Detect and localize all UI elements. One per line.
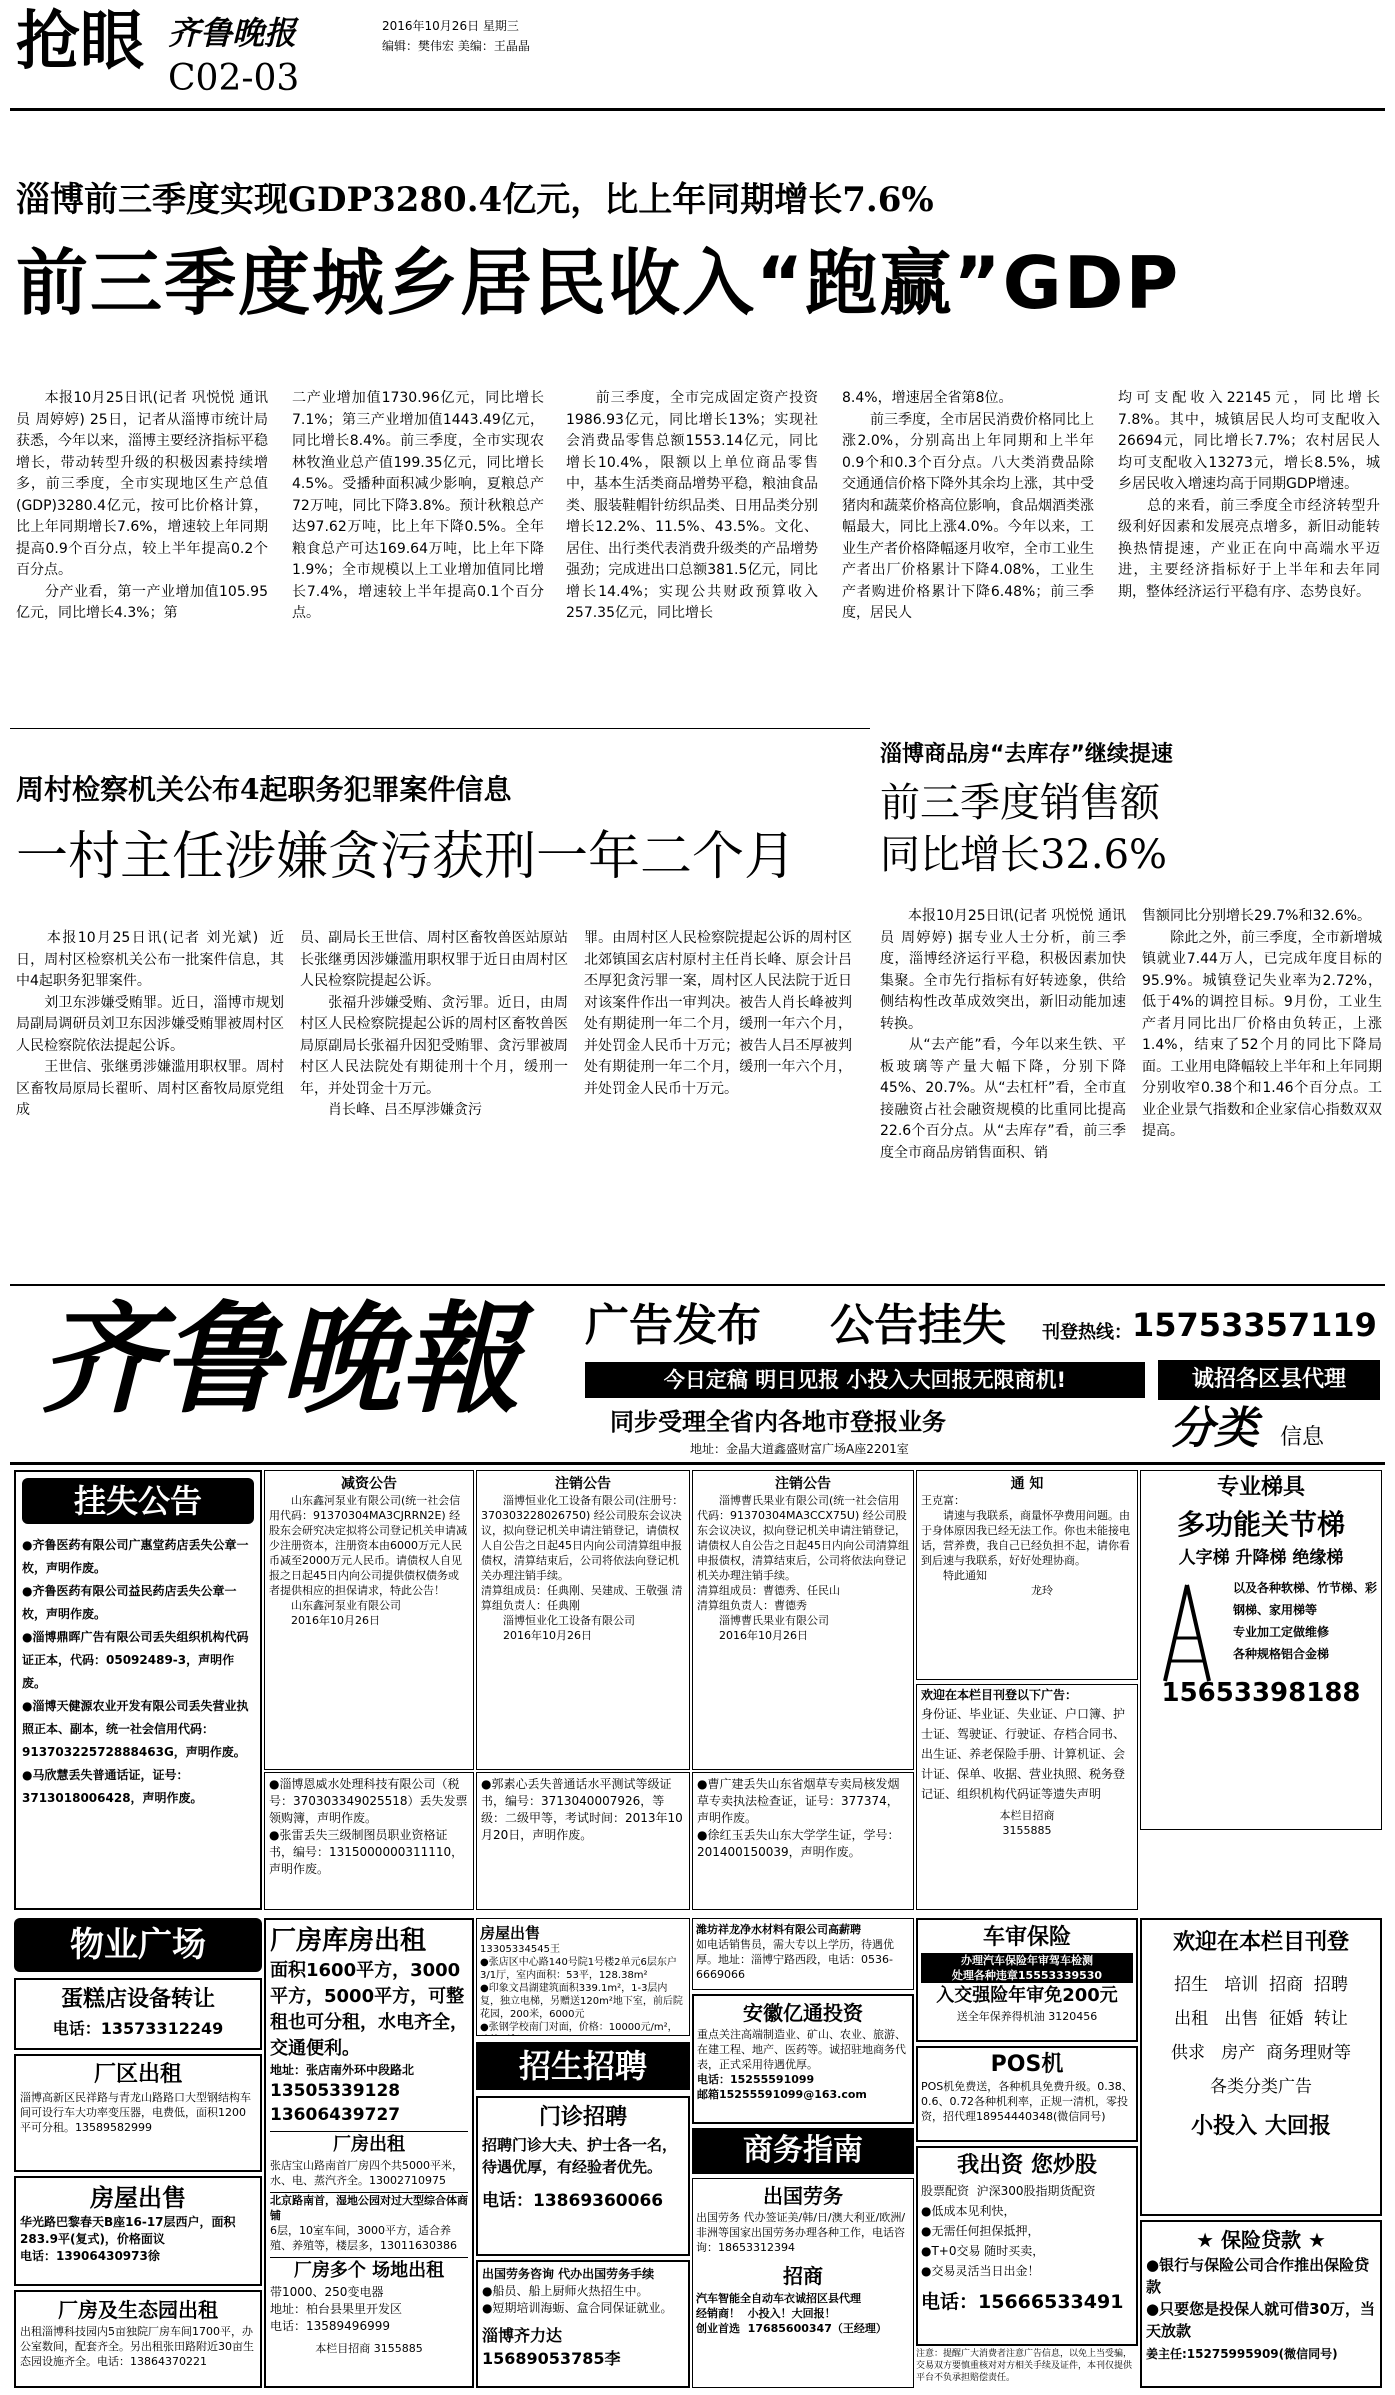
story3-col1: 本报10月25日讯(记者 巩悦悦 通讯员 周婷婷) 据专业人士分析，前三季度，淄博经济运行平稳，积极因素加快集聚。全市先行指标有好转迹象，供给侧结构性改革成效突出，新旧动能加速转换。 从“去产能”看，今年以来生铁、平板玻璃等产量大幅下降，分别下降45%、20.7%。从“去杠杆”看，全市直接融资占社会融资规模的比重同比提高22.6个百分点。从“去库存”看，前三季度全市商品房销售面积、销	[880, 908, 1126, 1161]
story1-col5: 均可支配收入22145元，同比增长7.8%。其中，城镇居民人均可支配收入26694元，同比增长7.7%；农村居民人均可支配收入13273元，增长8.5%，城乡居民收入增速均高于同期GDP增速。 总的来看，前三季度全市经济转型升级利好因素和发展亮点增多，新旧动能转换热情提速，产业正在向中高端水平迈进，主要经济指标好于上半年和去年同期，整体经济运行平稳有序、态势良好。	[1118, 390, 1380, 600]
changfang-title: 厂房库房出租	[270, 1926, 427, 1956]
ladder-phone: 15653398188	[1161, 1678, 1361, 1708]
notice-4	[916, 1470, 1138, 1680]
banner-slogan: 今日定稿 明日见报 小投入大回报无限商机!	[585, 1362, 1145, 1398]
story2-col2: 员、副局长王世信、周村区畜牧兽医站原站长张继勇因涉嫌滥用职权罪于近日由周村区人民检察院提起公诉。 张福升涉嫌受贿、贪污罪。近日，由周村区人民检察院提起公诉的周村区畜牧兽医局原副局长张福升因犯受贿罪、贪污罪被周村区人民法院处有期徒刑十个月，缓刑一年，并处罚金十万元。 肖长峰、吕丕厚涉嫌贪污	[300, 930, 568, 1118]
notice-3-title: 注销公告	[775, 1476, 831, 1492]
ladder-types: 人字梯 升降梯 绝缘梯	[1178, 1548, 1344, 1568]
fenlei-info: 信息	[1280, 1425, 1325, 1450]
story2-headline: 一村主任涉嫌贪污获刑一年二个月	[16, 827, 797, 887]
notice-row2-3: ●曹广建丢失山东省烟草专卖局核发烟草专卖执法检查证，证号：377374，声明作废。 ●徐红玉丢失山东大学学生证，学号：201400150039，声明作废。	[692, 1772, 914, 1910]
notice-3	[692, 1470, 914, 1770]
banner-title-2: 公告挂失	[830, 1300, 1006, 1351]
wuye-ad-2: 厂区出租 淄博高新区民祥路与青龙山路路口大型钢结构车间可设行车大功率变压器，电费低，面积1200平可分租。13589582999	[14, 2054, 262, 2172]
disclaimer: 注意：提醒广大消费者注意广告信息，以免上当受骗，交易双方要慎重核对对方相关手续及证件，本刊仅提供平台不负承担赔偿责任。	[916, 2349, 1133, 2383]
notice-1	[264, 1470, 474, 1770]
shangwu-box: 出国劳务 出国劳务 代办签证美/韩/日/澳大利亚/欧洲/非洲等国家出国劳务办理各种工作，电话咨询：18653312394 招商 汽车智能全自动车衣诚招区县代理 经销商！ 小投入！大回报！ 创业首选 17685600347（王经理）	[692, 2178, 914, 2388]
story1-col2: 二产业增加值1730.96亿元，同比增长7.1%；第三产业增加值1443.49亿元，同比增长8.4%。前三季度，全市实现农林牧渔业总产值199.35亿元，同比增长4.5%。受播种面积减少影响，夏粮总产72万吨，同比下降3.8%。预计秋粮总产达97.62万吨，比上年下降0.5%。全年粮食总产可达169.64万吨，比上年下降1.9%；全市规模以上工业增加值同比增长7.4%，增速较上半年提高0.1个百分点。	[292, 390, 544, 621]
ladder-icon	[1155, 1583, 1219, 1683]
anhui-ad: 安徽亿通投资 重点关注高端制造业、矿山、农业、旅游、在建工程、地产、医药等。诚招驻地商务代表，正式采用待遇优厚。 电话：15255591099 邮箱15255591099@163.com	[692, 1994, 914, 2124]
hiring-ad: 潍坊祥龙净水材料有限公司高薪聘 如电话销售员，需大专以上学历，待遇优厚。地址：淄博宁路西段，电话：0536-6669066	[692, 1918, 914, 1990]
story3-subhead: 淄博商品房“去库存”继续提速	[880, 742, 1173, 767]
zhaosheng-ad-1: 门诊招聘 招聘门诊大夫、护士各一名，待遇优厚，有经验者优先。 电话：13869360066	[476, 2096, 690, 2256]
notice-2-text: 淄博恒业化工设备有限公司(注册号：370303228026750) 经公司股东会议决议，拟向登记机关申请注销登记，请债权人自公告之日起45日内向公司清算组申报债权，清算结束后，公司将依法向登记机关办理注销手续。 清算组成员：任典刚、吴建成、王敬强 清算组负责人：任典刚 淄博恒业化工设备有限公司 2016年10月26日	[481, 1494, 684, 1642]
notice-1-text: 山东鑫河泵业有限公司(统一社会信用代码：91370304MA3CJRRN2E) 经股东会研究决定拟将公司登记机关申请减少注册资本，注册资本由6000万元人民币减至2000万元人民币。请债权人自见报之日起45日内向公司提供债权债务或者提供相应的担保请求，特此公告！ 山东鑫河泵业有限公司 2016年10月26日	[269, 1494, 467, 1627]
hotline-label: 刊登热线：	[1042, 1322, 1132, 1343]
notice-2	[476, 1470, 690, 1770]
section-title: 抢眼	[16, 5, 144, 79]
wuye-ad-3: 房屋出售 华光路巴黎春天B座16-17层西户，面积283.9平(复式)，价格面议 电话：13906430973徐	[14, 2176, 262, 2286]
story1-col4: 8.4%，增速居全省第8位。 前三季度，全市居民消费价格同比上涨2.0%，分别高出上年同期和上半年0.9个和0.3个百分点。八大类消费品除交通通信价格下降外其余均上涨，其中受猪肉和蔬菜价格高位影响，食品烟酒类涨幅最大，同比上涨4.0%。今年以来，工业生产者价格降幅逐月收窄，全市工业生产者出厂价格累计下降4.08%，工业生产者购进价格累计下降6.48%；前三季度，居民人	[842, 390, 1094, 621]
story2-subhead: 周村检察机关公布4起职务犯罪案件信息	[16, 773, 512, 806]
banner-logo: 齐鲁晚報	[40, 1289, 520, 1430]
ladder-title: 专业梯具	[1216, 1475, 1305, 1500]
hotline-number: 15753357119	[1132, 1306, 1377, 1344]
story3-headline-2: 同比增长32.6%	[880, 832, 1168, 878]
story1-col1: 本报10月25日讯(记者 巩悦悦 通讯员 周婷婷) 25日，记者从淄博市统计局获悉，今年以来，淄博主要经济指标平稳增长，带动转型升级的积极因素持续增多，前三季度，全市实现地区生产总值(GDP)3280.4亿元，按可比价格计算，比上年同期增长7.6%，增速较上年同期提高0.9个百分点，较上半年提高0.2个百分点。 分产业看，第一产业增加值105.95亿元，同比增长4.3%；第	[16, 390, 268, 621]
ladder-name: 多功能关节梯	[1176, 1508, 1345, 1541]
newspaper-logo: 齐鲁晚报	[168, 14, 297, 52]
notice-row2-1: ●淄博恩威水处理科技有限公司（税号：370303349025518）丢失发票领购簿，声明作废。 ●张雷丢失三级制图员职业资格证书，编号：1315000000311110，声明作废。	[264, 1772, 474, 1910]
notice-4-text: 王克富： 请速与我联系，商量怀孕费用问题。由于身体原因我已经无法工作。你也未能接电话，营养费，我自己已经负担不起，请你看到后速与我联系，好好处理协商。 特此通知 龙玲	[921, 1494, 1130, 1597]
fangwu-box: 房屋出售 13305334545王 ●张店区中心路140号院1号楼2单元6层东户3/1厅，室内面积：53平，128.38m² ●印象文昌湖建筑面积339.1m²，1-3层内复，独立电梯，另赠送120m²地下室，前后院花园，200米，6000元 ●张钢学校南门对面，价格：10000元/m²，	[476, 1918, 690, 2036]
recruit-list-title: 欢迎在本栏目刊登以下广告：	[921, 1688, 1078, 1702]
recruit-list-text: 身份证、毕业证、失业证、户口簿、护士证、驾驶证、行驶证、存档合同书、出生证、养老保险手册、计算机证、会计证、保单、收据、营业执照、税务登记证、组织机构代码证等遗失声明	[921, 1707, 1126, 1801]
banner-title-1: 广告发布	[585, 1300, 761, 1351]
guashi-text: ●齐鲁医药有限公司广惠堂药店丢失公章一枚，声明作废。 ●齐鲁医药有限公司益民药店丢失公章一枚，声明作废。 ●淄博鼎晖广告有限公司丢失组织机构代码证正本，代码：05092489-3，声明作废。 ●淄博天健源农业开发有限公司丢失营业执照正本、副本，统一社会信用代码：91370322572888463G，声明作废。 ●马欣慧丢失普通话证，证号：3713018006428，声明作废。	[22, 1538, 249, 1805]
ladder-ad	[1140, 1470, 1382, 1830]
story1-subhead: 淄博前三季度实现GDP3280.4亿元，比上年同期增长7.6%	[16, 180, 934, 220]
story2-col3: 罪。由周村区人民检察院提起公诉的周村区北郊镇国玄店村原村主任肖长峰、原会计吕丕厚犯贪污罪一案，周村区人民法院于近日对该案件作出一审判决。被告人肖长峰被判处有期徒刑一年二个月，缓刑一年六个月，并处罚金人民币十万元；被告人吕丕厚被判处有期徒刑一年二个月，缓刑一年六个月，并处罚金人民币十万元。	[584, 930, 852, 1097]
divider	[10, 728, 870, 729]
fenlei-label: 分类	[1170, 1403, 1258, 1454]
cheshen-box: 车审保险 办理汽车保险年审驾车检测 处理各种违章15553339530 入交强险年审免200元 送全年保养得机油 3120456	[916, 1918, 1138, 2042]
changfang-box: 厂房库房出租 面积1600平方，3000平方，5000平方，可整租也可分租，水电齐全，交通便利。 地址：张店南外环中段路北 13505339128 13606439727 厂房出租 张店宝山路南首厂房四个共5000平米，水、电、蒸汽齐全。13002710975 北京路南首，湿地公园对过大型综合体商铺 6层，10室车间，3000平方，适合养殖、养殖等，楼层多，13011630386 厂房多个 场地出租 带1000、250变电器 地址：柏台县果里开发区 电话：13589496999 本栏目招商 3155885	[264, 1918, 474, 2388]
recruit-list-phone: 本栏目招商 3155885	[999, 1809, 1055, 1837]
story3-headline-1: 前三季度销售额	[880, 780, 1160, 826]
editors: 编辑：樊伟宏 美编：王晶晶	[382, 39, 530, 53]
loan-box: ★ 保险贷款 ★ ●银行与保险公司合作推出保险贷款 ●只要您是投保人就可借30万，当天放款 姜主任:15275995909(微信同号)	[1140, 2220, 1382, 2388]
guashi-title: 挂失公告	[22, 1478, 254, 1524]
ad-rule	[10, 1284, 1385, 1286]
banner-address: 地址：金晶大道鑫盛财富广场A座2201室	[690, 1442, 909, 1456]
page-number: C02-03	[168, 58, 300, 99]
story3-col2: 售额同比分别增长29.7%和32.6%。 除此之外，前三季度，全市新增城镇就业7.44万人，已完成年度目标的95.9%。城镇登记失业率为2.72%，低于4%的调控目标。9月份，工业生产者月同比出厂价格由负转正，上涨1.4%，结束了52个月的同比下降局面。工业用电降幅较上半年和上年同期分别收窄0.38个和1.46个百分点。工业企业景气指数和企业家信心指数双双提高。	[1142, 908, 1382, 1139]
notice-2-title: 注销公告	[555, 1476, 611, 1492]
top-rule	[10, 108, 1385, 111]
notice-1-title: 减资公告	[341, 1476, 397, 1492]
zhaosheng-title: 招生招聘	[476, 2042, 690, 2090]
issue-date: 2016年10月26日 星期三	[382, 19, 519, 33]
story1-headline: 前三季度城乡居民收入“跑赢”GDP	[16, 241, 1181, 325]
banner-sub: 同步受理全省内各地市登报业务	[610, 1408, 946, 1436]
wuye-title: 物业广场	[14, 1918, 262, 1972]
stock-box: 我出资 您炒股 股票配资 沪深300股指期货配资 ●低成本见利快， ●无需任何担保抵押， ●T+0交易 随时买卖， ●交易灵活当日出金！ 电话：15666533491	[916, 2146, 1138, 2346]
pos-box: POS机 POS机免费送，各种机具免费升级。0.38、0.6、0.72各种机利率，正规一清机，零投资，招代理18954440348(微信同号)	[916, 2046, 1138, 2142]
zhaosheng-ad-2: 出国劳务咨询 代办出国劳务手续 ●船员、船上厨师火热招生中。 ●短期培训海蛎、盒合同保证就业。 淄博齐力达 15689053785李	[476, 2260, 690, 2388]
notice-3-text: 淄博曹氏果业有限公司(统一社会信用代码：91370304MA3CCX75U) 经公司股东会议决议，拟向登记机关申请注销登记，请债权人自公告之日起45日内向公司清算组申报债权，清算结束后，公司将依法向登记机关办理注销手续。 清算组成员：曹德秀、任民山 清算组负责人：曹德秀 淄博曹氏果业有限公司 2016年10月26日	[697, 1494, 909, 1642]
wuye-ad-1: 蛋糕店设备转让 电话：13573312249	[14, 1978, 262, 2050]
wuye-ad-4: 厂房及生态园出租 出租淄博科技园内5亩独院厂房车间1700平，办公室数间，配套齐全。另出租张田路附近30亩生态园设施齐全。电话：13864370221	[14, 2290, 262, 2388]
recruit-list	[916, 1684, 1138, 1910]
ladder-desc: 以及各种软梯、竹节梯、彩钢梯、家用梯等 专业加工定做维修 各种规格铝合金梯	[1233, 1581, 1378, 1661]
story1-col3: 前三季度，全市完成固定资产投资1986.93亿元，同比增长13%；实现社会消费品零售总额1553.14亿元，同比增长10.4%，限额以上单位商品零售中，基本生活类商品增势平稳，粮油食品类、服装鞋帽针纺织品类、日用品类分别增长12.2%、11.5%、43.5%。文化、居住、出行类代表消费升级类的产品增势强劲；完成进出口总额381.5亿元，同比增长14.4%；实现公共财政预算收入257.35亿元，同比增长	[566, 390, 818, 621]
guashi-box	[14, 1470, 262, 1910]
welcome-box: 欢迎在本栏目刊登 招生 培训 招商 招聘 出租 出售 征婚 转让 供求 房产 商务理财等 各类分类广告 小投入 大回报	[1140, 1918, 1382, 2216]
recruit-agents: 诚招各区县代理	[1158, 1360, 1380, 1400]
classified-rule	[10, 1462, 1385, 1465]
story2-col1: 本报10月25日讯(记者 刘光斌) 近日，周村区检察机关公布一批案件信息，其中4起职务犯罪案件。 刘卫东涉嫌受贿罪。近日，淄博市规划局副局调研员刘卫东因涉嫌受贿罪被周村区人民检察院依法提起公诉。 王世信、张继勇涉嫌滥用职权罪。周村区畜牧局原局长翟昕、周村区畜牧局原党组成	[16, 930, 284, 1118]
shangwu-title: 商务指南	[692, 2128, 914, 2174]
notice-row2-2: ●郭素心丢失普通话水平测试等级证书，编号：3713040007926，等级：二级甲等，考试时间：2013年10月20日，声明作废。	[476, 1772, 690, 1910]
notice-4-title: 通 知	[1010, 1476, 1044, 1492]
